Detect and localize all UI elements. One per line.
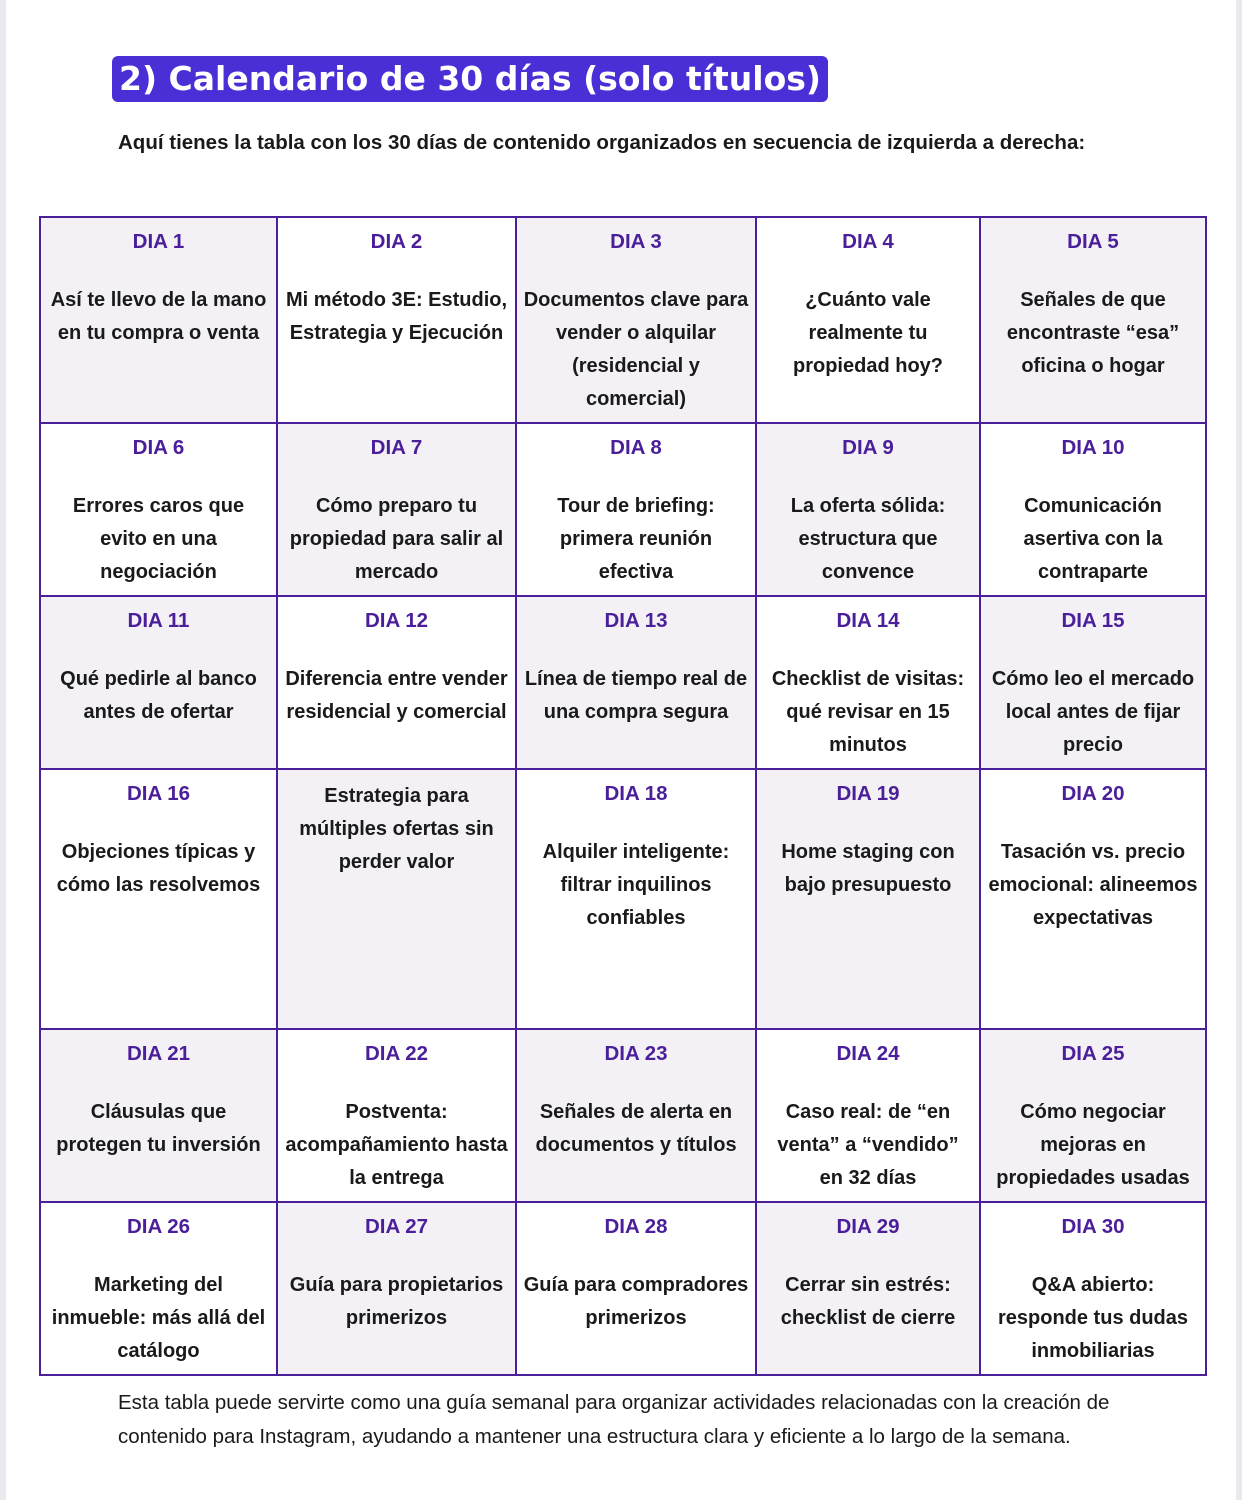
day-title: Diferencia entre vender residencial y comercial: [285, 668, 508, 723]
day-cell: [980, 1029, 1206, 1202]
day-cell: [277, 596, 516, 769]
day-cell: [516, 596, 756, 769]
day-label: DIA 9: [842, 436, 894, 459]
day-label: DIA 26: [126, 1215, 191, 1238]
day-cell: [980, 1202, 1206, 1375]
day-label: DIA 3: [610, 230, 662, 253]
day-cell: [980, 769, 1206, 1029]
day-label: DIA 20: [1061, 782, 1125, 805]
intro-paragraph: Aquí tienes la tabla con los 30 días de contenido organizados en secuencia de izquierda a derecha:: [118, 131, 1086, 154]
day-label: DIA 21: [126, 1042, 191, 1065]
day-cell: [277, 217, 516, 423]
day-cell: [980, 423, 1206, 596]
day-label: DIA 4: [842, 230, 894, 253]
day-cell: [980, 596, 1206, 769]
day-title: Guía para propietarios primerizos: [289, 1274, 504, 1329]
day-cell: [756, 1029, 980, 1202]
day-title: Cómo leo el mercado local antes de fijar precio: [991, 668, 1195, 756]
calendar-table: [39, 216, 1207, 1376]
day-cell: [516, 1029, 756, 1202]
day-title: Checklist de visitas: qué revisar en 15 minutos: [771, 668, 965, 756]
table-row: [40, 769, 1206, 1029]
day-label: DIA 16: [126, 782, 191, 805]
day-label: DIA 18: [604, 782, 668, 805]
day-title: Tour de briefing: primera reunión efectiva: [557, 495, 715, 583]
page-edge-left: [0, 0, 6, 1500]
day-title: Señales de que encontraste “esa” oficina o hogar: [1006, 289, 1180, 377]
day-label: DIA 24: [836, 1042, 900, 1065]
day-cell: [40, 1202, 277, 1375]
day-label: DIA 1: [132, 230, 185, 253]
day-cell: [516, 1202, 756, 1375]
day-cell: [40, 423, 277, 596]
day-title: Estrategia para múltiples ofertas sin perder valor: [299, 785, 494, 873]
day-cell: [277, 1029, 516, 1202]
day-title: Comunicación asertiva con la contraparte: [1023, 495, 1163, 583]
day-title: Guía para compradores primerizos: [523, 1274, 749, 1329]
table-row: [40, 423, 1206, 596]
day-cell: [756, 423, 980, 596]
day-cell: [756, 769, 980, 1029]
day-title: Caso real: de “en venta” a “vendido” en 32 días: [777, 1101, 959, 1189]
day-cell: [756, 1202, 980, 1375]
day-cell: [516, 217, 756, 423]
day-title: Objeciones típicas y cómo las resolvemos: [56, 841, 261, 896]
day-label: DIA 15: [1061, 609, 1125, 632]
day-cell: [40, 217, 277, 423]
section-heading: 2) Calendario de 30 días (solo títulos): [112, 56, 828, 102]
day-title: Documentos clave para vender o alquilar (residencial y comercial): [523, 289, 749, 410]
day-label: DIA 13: [604, 609, 668, 632]
day-cell: [277, 423, 516, 596]
day-label: DIA 27: [364, 1215, 429, 1238]
table-row: [40, 1029, 1206, 1202]
table-row: [40, 1202, 1206, 1375]
day-label: DIA 11: [127, 609, 190, 632]
footer-paragraph: Esta tabla puede servirte como una guía semanal para organizar actividades relacionadas con la creación de contenido para Instagram, ayudando a mantener una estructura clara y eficiente a lo largo de la semana.: [118, 1391, 1110, 1448]
day-title: La oferta sólida: estructura que convence: [790, 495, 946, 583]
day-label: DIA 8: [610, 436, 662, 459]
day-title: Marketing del inmueble: más allá del catálogo: [51, 1274, 266, 1362]
day-title: Mi método 3E: Estudio, Estrategia y Ejecución: [285, 289, 508, 344]
day-title: Cláusulas que protegen tu inversión: [56, 1101, 261, 1156]
day-cell: [277, 1202, 516, 1375]
page-edge-right: [1236, 0, 1242, 1500]
day-cell: [516, 769, 756, 1029]
day-label: DIA 29: [836, 1215, 900, 1238]
table-row: [40, 596, 1206, 769]
day-cell: [277, 769, 516, 1029]
day-title: Errores caros que evito en una negociación: [72, 495, 245, 583]
day-label: DIA 7: [370, 436, 423, 459]
day-label: DIA 10: [1061, 436, 1125, 459]
day-label: DIA 23: [604, 1042, 668, 1065]
day-label: DIA 28: [604, 1215, 668, 1238]
day-label: DIA 6: [132, 436, 185, 459]
day-title: Cómo preparo tu propiedad para salir al mercado: [289, 495, 504, 583]
day-cell: [756, 217, 980, 423]
day-label: DIA 14: [836, 609, 900, 632]
day-title: Qué pedirle al banco antes de ofertar: [60, 668, 257, 723]
table-row: [40, 217, 1206, 423]
day-cell: [756, 596, 980, 769]
day-title: Home staging con bajo presupuesto: [781, 841, 955, 896]
day-label: DIA 2: [370, 230, 423, 253]
day-cell: [980, 217, 1206, 423]
day-label: DIA 19: [836, 782, 900, 805]
day-label: DIA 22: [364, 1042, 429, 1065]
day-title: Alquiler inteligente: filtrar inquilinos confiables: [542, 841, 730, 929]
day-cell: [40, 769, 277, 1029]
day-title: Q&A abierto: responde tus dudas inmobiliarias: [997, 1274, 1189, 1362]
day-label: DIA 12: [364, 609, 429, 632]
day-title: Así te llevo de la mano en tu compra o venta: [50, 289, 267, 344]
day-label: DIA 30: [1061, 1215, 1125, 1238]
day-title: Cómo negociar mejoras en propiedades usadas: [996, 1101, 1190, 1189]
day-cell: [40, 596, 277, 769]
day-title: ¿Cuánto vale realmente tu propiedad hoy?: [793, 289, 943, 377]
day-label: DIA 5: [1067, 230, 1119, 253]
day-title: Señales de alerta en documentos y títulos: [535, 1101, 737, 1156]
day-cell: [40, 1029, 277, 1202]
day-title: Postventa: acompañamiento hasta la entrega: [285, 1101, 508, 1189]
day-label: DIA 25: [1061, 1042, 1125, 1065]
day-title: Cerrar sin estrés: checklist de cierre: [780, 1274, 956, 1329]
day-title: Línea de tiempo real de una compra segura: [524, 668, 748, 723]
day-cell: [516, 423, 756, 596]
day-title: Tasación vs. precio emocional: alineemos expectativas: [988, 841, 1198, 929]
